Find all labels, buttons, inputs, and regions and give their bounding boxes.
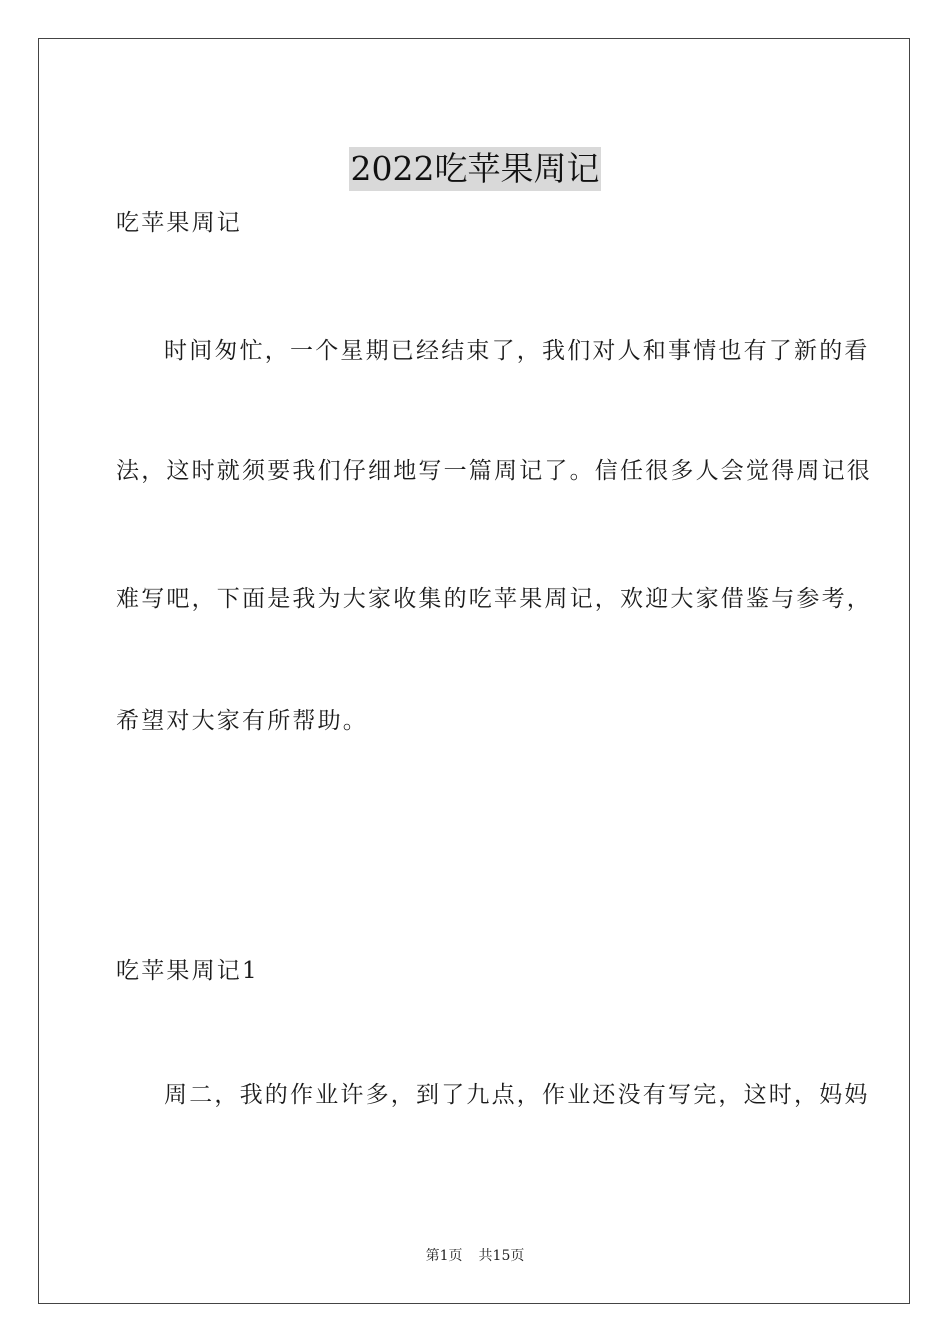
page-footer (0, 1247, 950, 1265)
section-heading: 吃苹果周记1 (116, 958, 259, 984)
intro-line-3: 难写吧，下面是我为大家收集的吃苹果周记，欢迎大家借鉴与参考， (116, 586, 872, 612)
intro-line-2: 法，这时就须要我们仔细地写一篇周记了。信任很多人会觉得周记很 (116, 458, 872, 484)
document-subtitle: 吃苹果周记 (116, 210, 242, 236)
page-number-total: 共15页 (478, 1248, 525, 1264)
section-line-1: 周二，我的作业许多，到了九点，作业还没有写完，这时，妈妈 (164, 1082, 870, 1108)
page-number-current: 第1页 (425, 1248, 463, 1264)
intro-line-4: 希望对大家有所帮助。 (116, 708, 368, 734)
document-title: 2022吃苹果周记 (349, 147, 602, 191)
intro-line-1: 时间匆忙，一个星期已经结束了，我们对人和事情也有了新的看 (164, 338, 870, 364)
title-container (0, 125, 950, 213)
